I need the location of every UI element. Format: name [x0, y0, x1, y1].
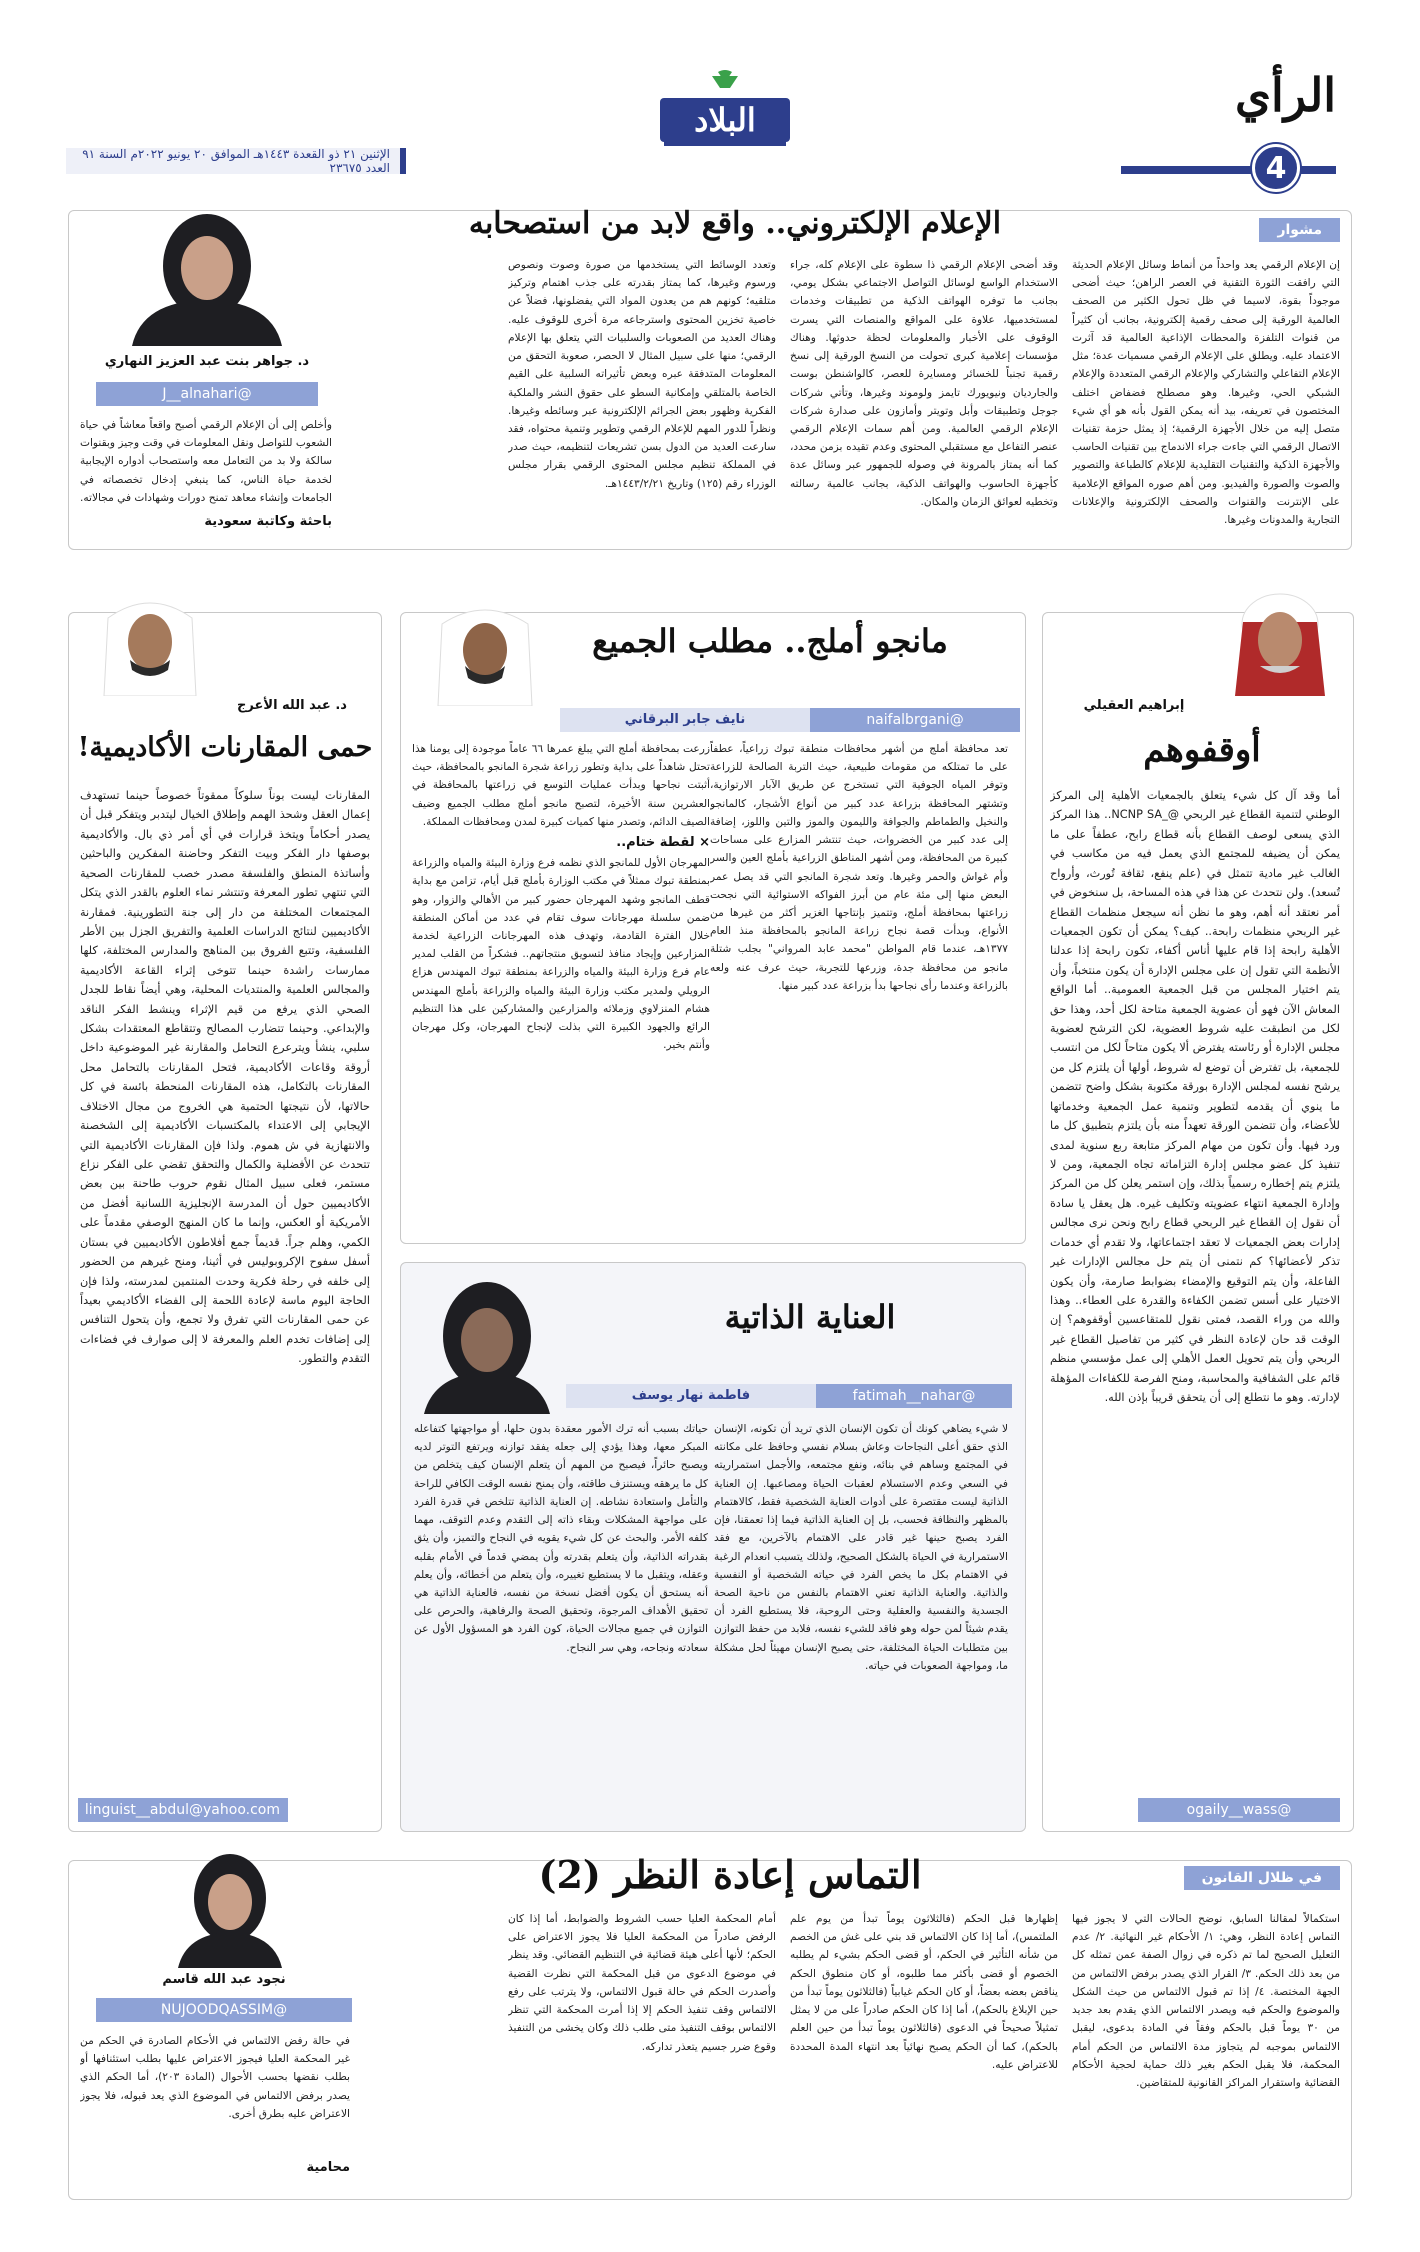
article-column: إن الإعلام الرقمي يعد واحداً من أنماط وسائل الإعلام الحديثة التي رافقت الثورة التقنية في العصر الراهن؛ حيث أضحى موجوداً بقوة، لاسيما في ظل تحول الكثير من الصحف العالمية الورقية إلى صحف رقمية إلكترونية، بجانب أن كثيراً من قنوات التلفزة والمحطات الإذاعية العالمية قد آثرت الاعتماد عليه. ويطلق على الإعلام الرقمي مسميات عدة؛ مثل الإعلام التفاعلي والتشاركي والإعلام الرقمي المتعددة والإعلام الشبكي الحي، وغيرها. وهو مصطلح فضفاض اختلف المختصون في تعريفه، بيد أنه يمكن القول بأنه هو أي شيء متصل إليه من خلال الأجهزة الرقمية؛ إذ يمثل حزمة تقنيات الاتصال الرقمي التي جاءت جراء الاندماج بين تقنيات الحاسب والأجهزة الذكية والتقنيات التقليدية للإعلام كالطباعة والتصوير والصوت والصورة والفيديو. ومن أهم صوره المواقع الإعلامية على الإنترنت والقنوات والصحف الإلكترونية والإعلانات التجارية والمدونات وغيرها.: [1072, 259, 1340, 527]
woman-portrait-icon: [170, 1840, 290, 1968]
dateline: الإثنين ٢١ ذو القعدة ١٤٤٣هـ الموافق ٢٠ يونيو ٢٠٢٢م السنة ٩١ العدد ٢٣٦٧٥: [66, 148, 406, 174]
article-column: لا شيء يضاهي كونك أن تكون الإنسان الذي تريد أن تكونه، الإنسان الذي حقق أعلى النجاحات وعاش بسلام نفسي وحافظ على مكانته في المجتمع وساهم في بنائه، ونفع مجتمعه، والأجمل استمراريته في السعي وعدم الاستسلام لعقبات الحياة ومصاعبها. إن العناية الذاتية ليست مقتصرة على أدوات العناية الشخصية فقط، كالاهتمام بالمظهر والنظافة فحسب، بل إن العناية الذاتية فيما إذا تعمقنا، فإن الفرد يصبح حينها غير قادر على الاهتمام بالآخرين، مع فقد الاستمرارية في الحياة بالشكل الصحيح، ولذلك يتسبب انعدام الرغبة في الاهتمام بكل ما يخص الفرد في حياته الشخصية أو النفسية والذاتية. والعناية الذاتية تعني الاهتمام بالنفس من ناحية الصحة الجسدية والنفسية والعقلية وحتى الروحية، فلا يستطيع الفرد أن يقدم شيئاً لمن حوله وهو فاقد للشيء نفسه، فلابد من حفظ التوازن بين متطلبات الحياة المختلفة، حتى يصبح الإنسان مهيئاً لحل مشكلة ما، ومواجهة الصعوبات في حياته.: [714, 1423, 1008, 1672]
article-column-2: [412, 740, 710, 1230]
author-photo: [170, 1840, 290, 1968]
article-subheading: × لقطة ختام..: [616, 835, 710, 851]
author-photo: [1215, 584, 1345, 696]
author-name: إبراهيم العقيلي: [1083, 698, 1185, 713]
author-name: فاطمة نهار يوسف: [566, 1384, 816, 1408]
author-photo: [420, 594, 550, 706]
byline-bar: [566, 1384, 1012, 1408]
article-column: تعد محافظة أملج من أشهر محافظات منطقة تبوك زراعياً، عطفاً على ما تمتلكه من مقومات طبيعية، حيث التربة الصالحة للزراعة وتوفر المياه الجوفية التي تستخرج عن طريق الآبار الارتوازية، وتشتهر المحافظة بزراعة عدد كبير من أنواع الأشجار، كالمانجو والنخيل والطماطم والجوافة والليمون والموز والتين واللوز، إضافة إلى عدد كبير من الخضروات، حيث تنتشر المزارع على مساحات كبيرة من المحافظة، ومن أشهر المناطق الزراعية بأملج العين والسر وأم غواش والحمر وغيرها. وتعد شجرة المانجو التي قد يصل عمر البعض منها إلى مئة عام من أبرز الفواكه الاستوائية التي نجحت زراعتها بمحافظة أملج، وتتميز بإنتاجها الغزير أكثر من غيرها من الأنواع، وبدأت قصة نجاح زراعة المانجو بالمحافظة منذ العام ١٣٧٧هـ، عندما قام المواطن "محمد عابد المرواني" بجلب شتلة مانجو من محافظة جدة، وزرعها للتجربة، حيث عرف عنه ولعه بالزراعة وعندما رأى نجاحها بدأ بزراعة عدد كبير منها.: [710, 743, 1008, 992]
article-column: إظهارها قبل الحكم (فالثلاثون يوماً تبدأ من يوم علم الملتمس)، أما إذا كان الالتماس قد بني على غش من الخصم من شأنه التأثير في الحكم، أو قضى الحكم بشيء لم يطلبه الخصوم أو قضى بأكثر مما طلبوه، أو كان منطوق الحكم يناقض بعضه بعضاً، أو كان الحكم غيابياً (فالثلاثون يوماً تبدأ من حين الإبلاغ بالحكم)، أما إذا كان الحكم صادراً على من لا يمثل تمثيلاً صحيحاً في الدعوى (فالثلاثون يوماً تبدأ من حين العلم بالحكم)، كما أن الحكم يصبح نهائياً بعد انتهاء المدة المحددة للاعتراض عليه.: [790, 1913, 1058, 2071]
author-signature: محامية: [306, 2160, 350, 2175]
article-column: وقد أضحى الإعلام الرقمي ذا سطوة على الإعلام كله، جراء الاستخدام الواسع لوسائل التواصل الاجتماعي بشكل يومي، بجانب ما توفره الهواتف الذكية من تطبيقات وخدمات لمستخدميها، علاوة على المواقع والمنصات التي يسرت الوقوف على الأخبار والمعلومات لحظة حدوثها. وهناك مؤسسات إعلامية كبرى تحولت من النسخ الورقية إلى نسخ رقمية تجنباً للخسائر ومسايرة للعصر، كالواشنطن بوست والجارديان ونيويورك تايمز ولوموند وغيرها، وتأتي شركات جوجل وتطبيقات وأبل وتويتر وأمازون على صدارة شركات الإعلام الرقمي العالمية. ومن أهم سمات الإعلام الرقمي عنصر التفاعل مع مستقبلي المحتوى وعدم تقيده بزمن محدد، كما أنه يمتاز بالمرونة في وصوله للجمهور عبر وسائل عدة كأجهزة الحاسوب والهواتف الذكية، بجانب عالمية رسالته وتخطيه لعوائق الزمان والمكان.: [790, 259, 1058, 508]
article-headline: أوقفوهم: [1143, 730, 1261, 770]
article-column: وأخلص إلى أن الإعلام الرقمي أصبح واقعاً معاشاً في حياة الشعوب للتواصل ونقل المعلومات في وقت وجيز وبقنوات سالكة ولا بد من التعامل معه واستصحاب أدواره الإيجابية لخدمة حياة الناس، كما ينبغي إدخال تخصصاته في الجامعات وإنشاء معاهد تمنح دورات وشهادات في مجالاته.: [80, 419, 332, 504]
article-column: استكمالاً لمقالنا السابق، نوضح الحالات التي لا يجوز فيها التماس إعادة النظر، وهي: ١/ الأحكام غير النهائية. ٢/ عدم التعليل الصحيح لما تم ذكره في زوال الصفة عمن تمثله كل من بعد ذلك الحكم. ٣/ القرار الذي يصدر برفض الالتماس من الجهة المختصة. ٤/ إذا تم قبول الالتماس من حيث الشكل والموضوع والحكم فيه ويصدر الالتماس الذي يقدم بعد جديد من ٣٠ يوماً قبل بالحكم وفقاً في المادة بدعوى، ليقبل الالتماس بموجبه لم يتجاوز مدة الالتماس من الحكم أمام المحكمة، فلا يقبل الحكم بغير ذلك حماية لحجية الأحكام القضائية واستقرار المراكز القانونية للمتقاضين.: [1072, 1913, 1340, 2089]
author-email[interactable]: linguist__abdul@yahoo.com: [78, 1798, 288, 1822]
man-portrait-icon: [90, 584, 210, 696]
article-column: حياتك بسبب أنه ترك الأمور معقدة بدون حلها، أو مواجهتها كتفاعله المبكر معها، وهذا يؤدي إلى جعله يفقد توازنه ويرتفع التوتر لديه ويصبح حائراً، فيصبح من المهم أن يتعلم الإنسان كيف يتخلص من كل ما يرهقه ويستنزف طاقته، وأن يمنح نفسه الوقت الكافي للراحة والتأمل واستعادة نشاطه. إن العناية الذاتية تتلخص في قدرة الفرد على مواجهة المشكلات وبقاء ذاته إلى التقدم وعدم التوقف، مهما كلفه الأمر. والبحث عن كل شيء يقويه في النجاح والتميز، وأن يثق بقدراته الذاتية، وأن يتعلم بقدرته وأن يمضي قدماً في الأمام بقلبه وعقله، ويتقبل ما لا يستطيع تغييره، وأن يتعلم من أخطائه، وأن يعلم أنه يستحق أن يكون أفضل نسخة من نفسه، فالعناية الذاتية هي تحقيق الأهداف المرجوة، وتحقيق الصحة والرفاهية، والحرص على التوازن في جميع مجالات الحياة، كون الفرد هو المسؤول الأول عن سعادته ونجاحه، وهي سر النجاح.: [414, 1423, 708, 1654]
article-headline: الإعلام الإلكتروني.. واقع لابد من استصحابه: [468, 206, 1002, 241]
tag-label: في ظلال القانون: [1184, 1866, 1340, 1890]
author-photo: [112, 196, 302, 346]
article-body: أما وقد آل كل شيء يتعلق بالجمعيات الأهلية إلى المركز الوطني لتنمية القطاع غير الربحي @_NCNP SA.. هذا المركز الذي يسعى لوصف القطاع بأنه قطاع رابح، عطفاً على ما يمكن أن يضيفه للمجتمع الذي يعمل فيه من مكاسب في الغالب غير مادية تتمثل في (علم ينفع، ثقافة تُورث، وأرواح تُسعد). ولن نتحدث عن هذا في هذه المساحة، بل سنخوض في أمر نعتقد أنه أهم، وهو ما نظن أنه سيجعل منظمات القطاع غير الربحي منظمات رابحة.. كيف؟ يمكن أن تكون الجمعيات الأهلية رابحة إذا قام عليها أناس أكفاء، تكون رابحة إذا عدلنا الأنظمة التي تقول إن على مجلس الإدارة أن يكون منتخباً، وأن يتم اختيار المجلس من قبل الجمعية العمومية.. أما الواقع المعاش الآن فهو أن عضوية الجمعية متاحة لكل أحد، وهذا حق لكل من انطبقت عليه شروط العضوية، لكن الترشح لعضوية مجلس الإدارة أو رئاسته يفترض ألا يكون متاحاً لكل من انتسب للجمعية، بل تفترض أن توضع له شروط، أولها أن يلتزم كل من يرشح نفسه لمجلس الإدارة بورقة مكتوبة بشكل واضح تتضمن ما ينوي أن يقدمه لتطوير وتنمية عمل الجمعية وخدماتها للأعضاء، وأن تتضمن الورقة تعهداً منه بأن يلتزم بتطبيق كل ما ورد فيها. وأن تكون من مهام المركز متابعة ربع سنوية لمدى تنفيذ كل عضو مجلس إدارة التزاماته تجاه الجمعية، ومن لا يلتزم يتم إخطاره رسمياً بذلك، وإن استمر يعلن كل من المركز وإدارة الجمعية انتهاء عضويته وتكليف غيره. هل يعقل يا سادة أن نقول إن القطاع غير الربحي قطاع رابح ونحن نرى مجالس إدارات بعض الجمعيات لا تعقد اجتماعاتها، ولا تقدم أي خدمات تذكر لأعضائها؟ كم نتمنى أن يتم حل مجالس الإدارات غير الفاعلة، وأن يتم التوقيع والإمضاء بضوابط صارمة، وأن يكون الاختيار على أسس تضمن الكفاءة والقدرة على العطاء.. وهذا والله من وراء القصد، فمتى نقول للمتقاعسين أوقفوهم؟ إن الوقت قد حان لإعادة النظر في كثير من تفاصيل القطاع غير الربحي وأن يتم تحويل العمل الأهلي إلى عمل مؤسسي منظم قائم على الشفافية والمحاسبة، ومنح الفرصة للكفاءات المؤهلة لإدارته. وهو ما نتطلع إلى أن يتحقق قريباً بإذن الله.: [1050, 789, 1340, 1405]
masthead: [60, 60, 1360, 186]
man-portrait-icon: [1215, 584, 1345, 696]
author-handle[interactable]: @NUJOODQASSIM: [96, 1998, 352, 2022]
author-photo: [414, 1266, 560, 1414]
byline-bar: [560, 708, 1020, 732]
logo-text: البلاد: [694, 101, 756, 139]
author-name: نايف جابر البرقاني: [560, 708, 810, 732]
author-name: د. جواهر بنت عبد العزيز النهاري: [104, 354, 310, 369]
man-portrait-icon: [420, 594, 550, 706]
author-handle[interactable]: @J__alnahari: [96, 382, 318, 406]
author-handle[interactable]: @naifalbrgani: [810, 708, 1020, 732]
author-photo: [90, 584, 210, 696]
author-handle[interactable]: @fatimah__nahar: [816, 1384, 1012, 1408]
article-paragraph: زرعت بمحافظة أملج التي يبلغ عمرها ٦٦ عاماً موجودة إلى يومنا هذا تحتل شاهداً على بداية وتطور زراعة شجرة المانجو بالمحافظة، حيث أثبتت نجاحها وبدأت عمليات التوسع في زراعتها بالمحافظة في العشرين سنة الأخيرة، لتصبح مانجو أملج مطلب الجميع وضيف الصيف الدائم، وتصدر منها كميات كبيرة لمدن ومحافظات المملكة.: [412, 743, 710, 828]
article-column: أمام المحكمة العليا حسب الشروط والضوابط، أما إذا كان الرفض صادراً من المحكمة العليا فلا يجوز الاعتراض على الحكم؛ لأنها أعلى هيئة قضائية في التنظيم القضائي. وقد ينظر في موضوع الدعوى من قبل المحكمة التي نظرت القضية وأصدرت الحكم في حالة قبول الالتماس، ولا يترتب على رفع الالتماس وقف تنفيذ الحكم إلا إذا أمرت المحكمة التي تنظر الالتماس بوقف التنفيذ متى طلب ذلك وكان يخشى من التنفيذ وقوع ضرر جسيم يتعذر تداركه.: [508, 1913, 776, 2053]
article-body: المقارنات ليست بوناً سلوكاً ممقوتاً خصوصاً حينما تستهدف إعمال العقل وشحذ الهمم وإطلاق الخيال ليتدبر ويتفكر قبل أن يصدر أحكاماً ويتخذ قرارات في أي أمر ذي بال. والأكاديمية بوصفها دار الفكر وبيت التفكر وحاضنة المفكرين والباحثين وأساتذة المنطق والفلسفة مصدر خصب للمقارنات الصحية التي تنتهي تطور المعرفة وتنتشر نماء العلوم بالقدر الذي يتكل المجتمعات المختلفة من دار إلى جنة التطورينية. فمقارنة الأكاديميين لنتائج الدراسات العلمية والتفريق الجزل بين الأطر الفلسفية، وتتبع الفروق بين المناهج والمدارس المختلفة، كلها ممارسات راشدة حينما تتوخى إثراء القاعة الأكاديمية والمجالس العلمية والمنتديات المحلية، وهي أيضاً نقاط للجدل الصحي الذي يرفع من قيم الإثراء وينشط الفكر الناقد والإبداعي. وحينما تتضارب المصالح وتتقاطع المعتقدات بشكل سلبي، ينشأ ويترعرع التحامل والمقارنة غير الموضوعية داخل أروقة وقاعات الأكاديمية، فتحل المقارنات بالتحامل محل المقارنات بالتكامل، هذه المقارنات المنحطة بائسة في كل حالاتها، لأن نتيجتها الحتمية هي الخروج من مجال الاختلاف الإيجابي إلى الاعتداء بالمكتسبات الأكاديمية إلى الشخصنة والانتهازية في ش هموم. ولذا فإن المقارنات الأكاديمية التي تتحدث عن الأفضلية والكمال والتحقق تقضي على الفكر نزاع مستمر، فعلى سبيل المثال نقوم حروب طاحنة بين بعض الأكاديميين حول أن المدرسة الإنجليزية اللسانية أفضل من الأمريكية أو العكس، وإنما ما كان المنهج الوصفي مقدماً على الكمي، وهلم جراً. قديماً جمع أفلاطون الأكاديميين في بستان أسفل سفوح الإكروبوليس في أثينا، ومنح غيرهم من الحضور إلى خلفه في رحلة فكرية وحدت المنتمين لمدرسته، ولذا فإن الحاجة اليوم ماسة لإعادة اللحمة إلى الفضاء الأكاديمي بعيداً عن حمى المقارنات التي تفرق ولا تجمع، وأن يتحول التنافس إلى إضافات تخدم العلم والمعرفة لا إلى صوارف في فضاءات التقدم والتطور.: [80, 789, 370, 1366]
tag-label: مشوار: [1259, 218, 1340, 242]
article-column: في حالة رفض الالتماس في الأحكام الصادرة في الحكم من غير المحكمة العليا فيجوز الاعتراض عليها بطلب استئنافها أو بطلب نقضها بحسب الأحوال (المادة ٢٠٣)، أما الحكم الذي يصدر برفض الالتماس في الموضوع الذي يعد قبوله، فلا يجوز الاعتراض عليه بطرق أخرى.: [80, 2035, 350, 2120]
article-headline: مانجو أملج.. مطلب الجميع: [592, 622, 948, 660]
article-tag-law: [1184, 1866, 1340, 1890]
article-headline: العناية الذاتية: [724, 1298, 896, 1336]
article-headline: التماس إعادة النظر (2): [538, 1852, 922, 1897]
newspaper-logo: [650, 70, 800, 154]
section-title: الرأي: [1235, 68, 1336, 122]
article-headline: حمى المقارنات الأكاديمية!: [77, 732, 373, 763]
author-handle[interactable]: @ogaily__wass: [1138, 1798, 1340, 1822]
author-signature: باحثة وكاتبة سعودية: [204, 514, 332, 529]
section-rule: [1121, 166, 1336, 174]
author-name: نجود عبد الله قاسم: [162, 1972, 286, 1987]
woman-portrait-icon: [414, 1266, 560, 1414]
article-tag-mishwar: [1259, 218, 1340, 242]
author-name: د. عبد الله الأعرج: [237, 698, 347, 713]
woman-portrait-icon: [112, 196, 302, 346]
page-number-badge: 4: [1252, 144, 1300, 192]
article-column: وتعدد الوسائط التي يستخدمها من صورة وصوت ونصوص ورسوم وغيرها، كما يمتاز بقدرته على جذب اهتمام وتركيز متلقيه؛ كونهم هم من يعدون المواد التي يفضلونها، فضلاً عن خاصية تخزين المحتوى واسترجاعه مرة أخرى للوقوف عليه. وهناك العديد من الصعوبات والسلبيات التي يتعلق بها الإعلام الرقمي؛ منها على سبيل المثال لا الحصر، صعوبة التحقق من المعلومات المتدفقة عبره وبعض تأثيراته السلبية على القيم الخاصة بالمتلقي وإمكانية السطو على حقوق النشر والملكية الفكرية وظهور بعض الجرائم الإلكترونية عبر وسائطه وغيرها. ونظراً للدور المهم للإعلام الرقمي وتطوير وتنمية محتواه، فقد سارعت العديد من الدول بسن تشريعات لتنظيمه، حيث صدر في المملكة تنظيم مجلس المحتوى الرقمي بقرار مجلس الوزراء رقم (١٢٥) وتاريخ ١٤٤٣/٢/٢١هـ.: [508, 259, 776, 490]
article-paragraph: المهرجان الأول للمانجو الذي نظمه فرع وزارة البيئة والمياه والزراعة بمنطقة تبوك ممثلاً في مكتب الوزارة بأملج قبل أيام، تزامن مع بداية قطف المانجو وشهد المهرجان حضور كبير من الأهالي والزوار، وهو ضمن سلسلة مهرجانات سوف تقام في عدد من أماكن المنطقة خلال الفترة القادمة، وتهدف هذه المهرجانات الزراعية لخدمة المزارعين وإيجاد منافذ لتسويق منتجاتهم.. فشكراً من القلب لمدير عام فرع وزارة البيئة والمياه والزراعة بمنطقة تبوك المهندس هزاع الرويلي ولمدير مكتب وزارة البيئة والمياه والزراعة بأملج المهندس هشام المنزلاوي وزملائه والمزارعين والمشاركين على هذا التنظيم الرائع والجهود الكبيرة التي بذلت لإنجاح المهرجان، وكل مهرجان وأنتم بخير.: [412, 857, 710, 1052]
